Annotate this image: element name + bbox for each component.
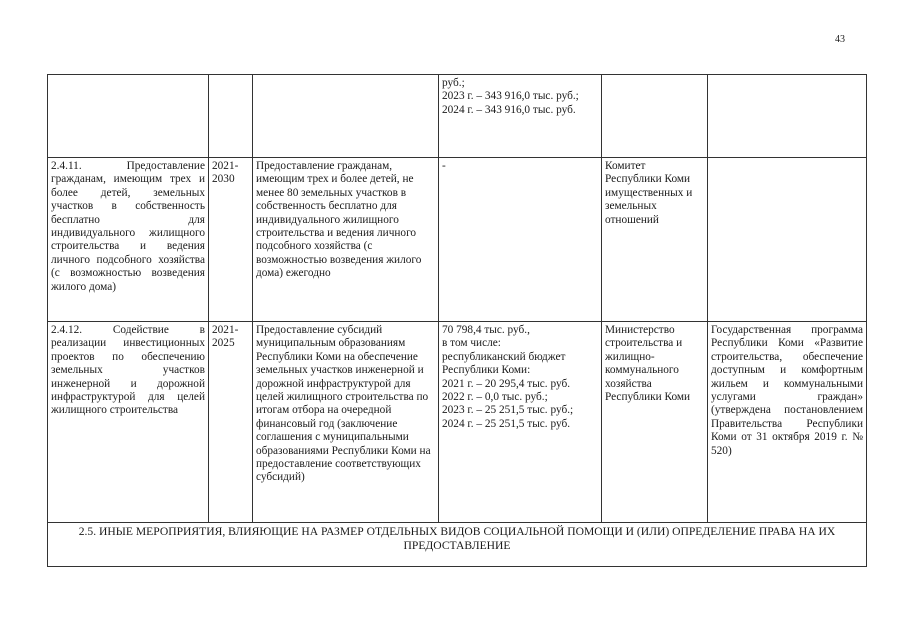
cell-executor bbox=[602, 75, 708, 158]
table-row bbox=[48, 322, 867, 523]
funding-line: 2023 г. – 25 251,5 тыс. руб.; bbox=[442, 404, 574, 417]
funding-line: 2024 г. – 343 916,0 тыс. руб. bbox=[442, 103, 576, 116]
cell-program bbox=[708, 158, 867, 322]
measures-table bbox=[47, 74, 867, 567]
funding-line: республиканский бюджет Республики Коми: bbox=[442, 350, 566, 377]
cell-funding bbox=[439, 75, 602, 158]
cell-executor: Министерство строительства и жилищно-коммунального хозяйства Республики Коми bbox=[602, 322, 708, 523]
cell-period: 2021-2030 bbox=[209, 158, 253, 322]
cell-result: Предоставление гражданам, имеющим трех и более детей, не менее 80 земельных участков в собственность бесплатно для индивидуального жилищного строительства и ведения личного подсобного хозяйства (с возможностью возведения жилого дома) ежегодно bbox=[253, 158, 439, 322]
cell-result: Предоставление субсидий муниципальным образованиям Республики Коми на обеспечение земельных участков инженерной и дорожной инфраструктурой для целей жилищного строительства по итогам отбора на очередной финансовый год (заключение соглашения с муниципальными образованиями Республики Коми на предоставление соответствующих субсидий) bbox=[253, 322, 439, 523]
cell-funding bbox=[439, 322, 602, 523]
table-row bbox=[48, 75, 867, 158]
cell-number-measure bbox=[48, 75, 209, 158]
cell-number-measure: 2.4.11. Предоставление гражданам, имеющим трех и более детей, земельных участков в собственность бесплатно для индивидуального жилищного строительства и ведения личного подсобного хозяйства (с возможностью возведения жилого дома) bbox=[48, 158, 209, 322]
cell-program bbox=[708, 75, 867, 158]
funding-line: в том числе: bbox=[442, 337, 501, 350]
page-number: 43 bbox=[835, 34, 845, 45]
funding-line: 2021 г. – 20 295,4 тыс. руб. bbox=[442, 377, 571, 390]
cell-program: Государственная программа Республики Коми «Развитие строительства, обеспечение доступным и комфортным жильем и коммунальными услугами граждан» (утверждена постановлением Правительства Республики Коми от 31 октября 2019 г. № 520) bbox=[708, 322, 867, 523]
cell-executor: Комитет Республики Коми имущественных и земельных отношений bbox=[602, 158, 708, 322]
cell-result bbox=[253, 75, 439, 158]
section-heading: 2.5. ИНЫЕ МЕРОПРИЯТИЯ, ВЛИЯЮЩИЕ НА РАЗМЕР ОТДЕЛЬНЫХ ВИДОВ СОЦИАЛЬНОЙ ПОМОЩИ И (ИЛИ) ОПРЕДЕЛЕНИЕ ПРАВА НА ИХ ПРЕДОСТАВЛЕНИЕ bbox=[48, 523, 867, 567]
funding-line: 2024 г. – 25 251,5 тыс. руб. bbox=[442, 417, 571, 430]
cell-period: 2021-2025 bbox=[209, 322, 253, 523]
table-row bbox=[48, 158, 867, 322]
funding-line: 70 798,4 тыс. руб., bbox=[442, 324, 530, 336]
funding-line: - bbox=[442, 160, 446, 172]
cell-number-measure: 2.4.12. Содействие в реализации инвестиционных проектов по обеспечению земельных участков инженерной и дорожной инфраструктурой для целей жилищного строительства bbox=[48, 322, 209, 523]
section-row bbox=[48, 523, 867, 567]
cell-funding bbox=[439, 158, 602, 322]
cell-period bbox=[209, 75, 253, 158]
funding-line: 2023 г. – 343 916,0 тыс. руб.; bbox=[442, 90, 579, 103]
funding-line: 2022 г. – 0,0 тыс. руб.; bbox=[442, 391, 548, 404]
funding-line: руб.; bbox=[442, 77, 465, 89]
